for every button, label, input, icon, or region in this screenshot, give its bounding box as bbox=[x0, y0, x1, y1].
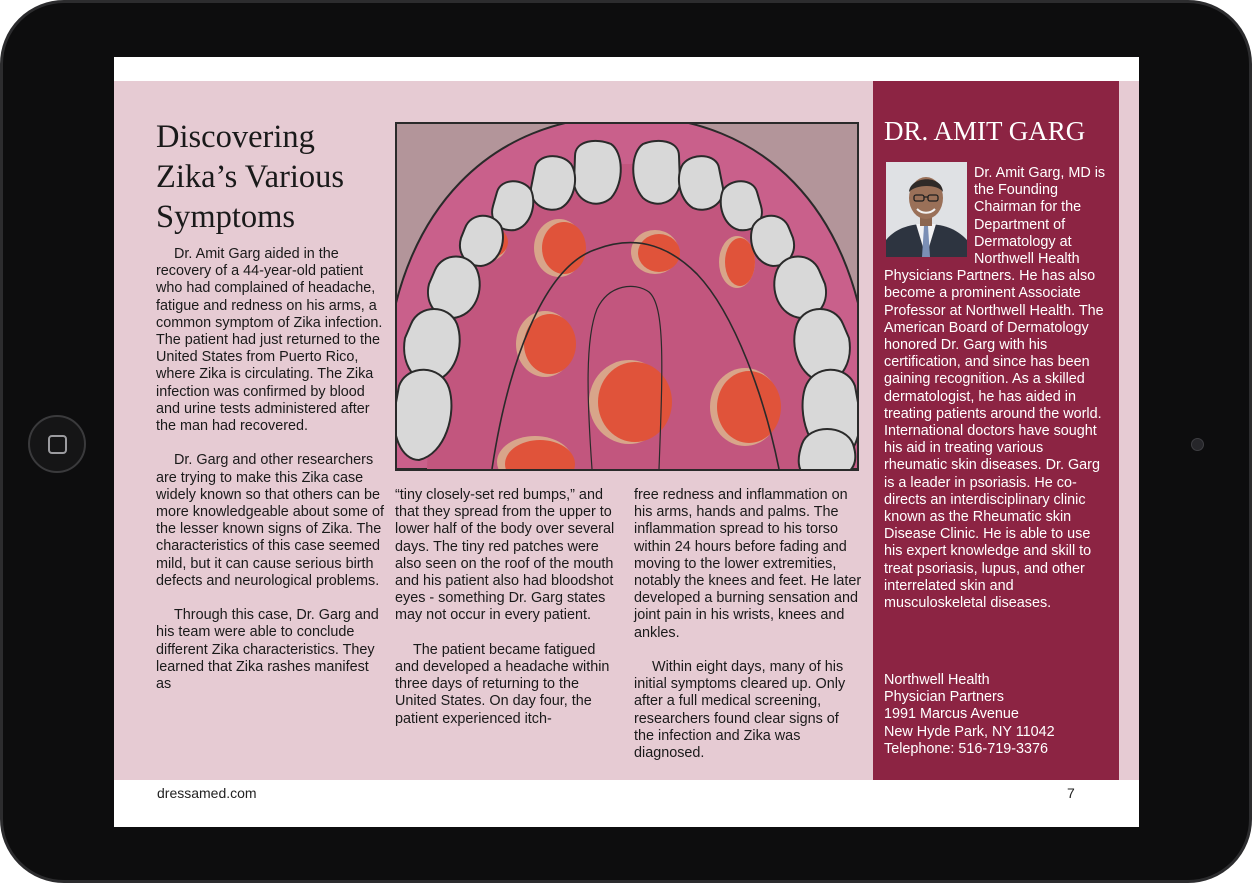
paragraph: free redness and inflammation on his arms, hands and palms. The inflammation spread to his torso within 24 hours before fading and moving to the lower extremities, notably the knees and feet. He later developed a burning sensation and joint pain in his wrists, knees and ankles. bbox=[634, 487, 862, 641]
doctor-bio bbox=[884, 165, 1106, 612]
article-column-2 bbox=[395, 487, 622, 745]
address-line: 1991 Marcus Avenue bbox=[884, 706, 1019, 723]
article-column-1 bbox=[156, 246, 384, 710]
address-line: Physician Partners bbox=[884, 689, 1004, 706]
paragraph: Dr. Garg and other researchers are trying to make this Zika case widely known so that others can be more knowledgeable about some of the lesser known signs of Zika. The characteristics of this case seemed mild, but it can cause serious birth defects and neurological problems. bbox=[156, 452, 384, 589]
article-column-3 bbox=[634, 487, 862, 779]
bio-text: Dr. Amit Garg, MD is the Founding Chairman for the Department of Dermatology at Northwell Health Physicians Partners. He has also become a prominent Associate Professor at Northwell Health. The American Board of Dermatology honored Dr. Garg with his certification, and since has been gaining recognition. As a skilled dermatologist, he has aided in treating patients around the world. International doctors have sought his aid in treating various rheumatic skin diseases. Dr. Garg is a leader in psoriasis. He co-directs an interdisciplinary clinic known as the Rheumatic skin Disease Clinic. He is able to use his expert knowledge and skill to treat psoriasis, lupus, and other interrelated skin and musculoskeletal diseases. bbox=[884, 165, 1106, 612]
paragraph: Dr. Amit Garg aided in the recovery of a 44-year-old patient who had complained of headache, fatigue and redness on his arms, a common symptom of Zika infection. The patient had just returned to the United States from Puerto Rico, where Zika is circulating. The Zika infection was confirmed by blood and urine tests administered after the man had recovered. bbox=[156, 246, 383, 435]
paragraph: Within eight days, many of his initial symptoms cleared up. Only after a full medical screening, researchers found clear signs of the infection and Zika was diagnosed. bbox=[634, 659, 846, 762]
paragraph: The patient became fatigued and developed a headache within three days of returning to the United States. On day four, the patient experienced itch- bbox=[395, 641, 610, 727]
article-title: Discovering Zika’s Various Symptoms bbox=[156, 119, 345, 235]
home-button[interactable] bbox=[28, 415, 86, 473]
mouth-roof-illustration bbox=[395, 122, 859, 471]
paragraph: Through this case, Dr. Garg and his team were able to conclude different Zika characteristics. They learned that Zika rashes manifest as bbox=[156, 607, 379, 693]
doctor-sidebar bbox=[873, 81, 1119, 780]
footer-website: dressamed.com bbox=[157, 785, 257, 801]
address-line: New Hyde Park, NY 11042 bbox=[884, 723, 1055, 740]
address-line: Northwell Health bbox=[884, 672, 990, 688]
sidebar-title: DR. AMIT GARG bbox=[884, 116, 1086, 146]
home-square-icon bbox=[48, 435, 67, 454]
contact-address bbox=[884, 672, 1106, 758]
camera-lens bbox=[1191, 438, 1204, 451]
screen bbox=[114, 57, 1139, 827]
paragraph: “tiny closely-set red bumps,” and that they spread from the upper to lower half of the body over several days. The tiny red patches were also seen on the roof of the mouth and his patient also had bloodshot eyes - something Dr. Garg states may not occur in every patient. bbox=[395, 487, 615, 624]
phone-line: Telephone: 516-719-3376 bbox=[884, 740, 1049, 757]
page-number: 7 bbox=[1067, 785, 1075, 801]
